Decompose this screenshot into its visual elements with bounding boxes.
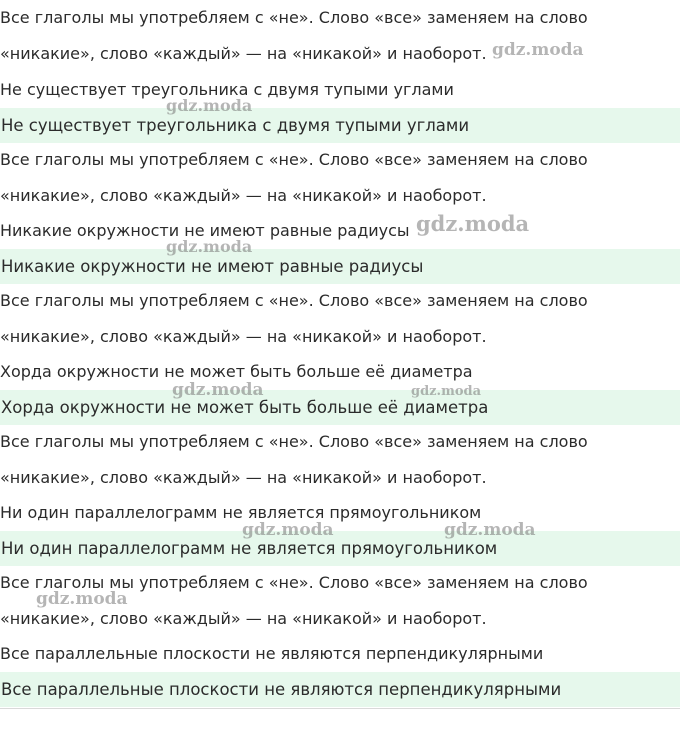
watermark: gdz.moda (416, 211, 530, 236)
bottom-divider (0, 708, 680, 709)
statement: Ни один параллелограмм не является прямоугольником (0, 503, 482, 522)
rule-line-2: «никакие», слово «каждый» — на «никакой» и наоборот. (0, 468, 487, 487)
answer-text: Никакие окружности не имеют равные радиусы (1, 257, 424, 276)
rule-line-1: Все глаголы мы употребляем с «не». Слово «все» заменяем на слово (0, 150, 588, 169)
statement: Хорда окружности не может быть больше её диаметра (0, 362, 473, 381)
rule-line-2: «никакие», слово «каждый» — на «никакой» и наоборот. (0, 609, 487, 628)
statement: Не существует треугольника с двумя тупыми углами (0, 80, 454, 99)
answer-row (0, 672, 680, 707)
watermark: gdz.moda (242, 520, 334, 540)
statement: Никакие окружности не имеют равные радиусы (0, 221, 410, 240)
watermark: gdz.moda (492, 40, 584, 60)
answer-text: Хорда окружности не может быть больше её диаметра (1, 398, 489, 417)
answer-text: Не существует треугольника с двумя тупыми углами (1, 116, 470, 135)
answer-row (0, 108, 680, 143)
rule-line-1: Все глаголы мы употребляем с «не». Слово «все» заменяем на слово (0, 573, 588, 592)
watermark: gdz.moda (444, 520, 536, 540)
rule-line-1: Все глаголы мы употребляем с «не». Слово «все» заменяем на слово (0, 432, 588, 451)
watermark: gdz.moda (172, 380, 264, 400)
rule-line-2: «никакие», слово «каждый» — на «никакой» и наоборот. (0, 186, 487, 205)
watermark: gdz.moda (411, 384, 482, 399)
answer-row (0, 390, 680, 425)
answer-row (0, 531, 680, 566)
rule-text: «никакие», слово «каждый» — на «никакой» и наоборот. (0, 44, 487, 63)
rule-line-1: Все глаголы мы употребляем с «не». Слово «все» заменяем на слово (0, 8, 588, 27)
watermark: gdz.moda (166, 96, 253, 115)
watermark: gdz.moda (166, 237, 253, 256)
watermark: gdz.moda (36, 589, 128, 609)
answer-text: Ни один параллелограмм не является прямоугольником (1, 539, 498, 558)
answer-text: Все параллельные плоскости не являются перпендикулярными (1, 680, 562, 699)
rule-line-1: Все глаголы мы употребляем с «не». Слово «все» заменяем на слово (0, 291, 588, 310)
statement: Все параллельные плоскости не являются перпендикулярными (0, 644, 544, 663)
answer-row (0, 249, 680, 284)
rule-line-2: «никакие», слово «каждый» — на «никакой» и наоборот. (0, 327, 487, 346)
